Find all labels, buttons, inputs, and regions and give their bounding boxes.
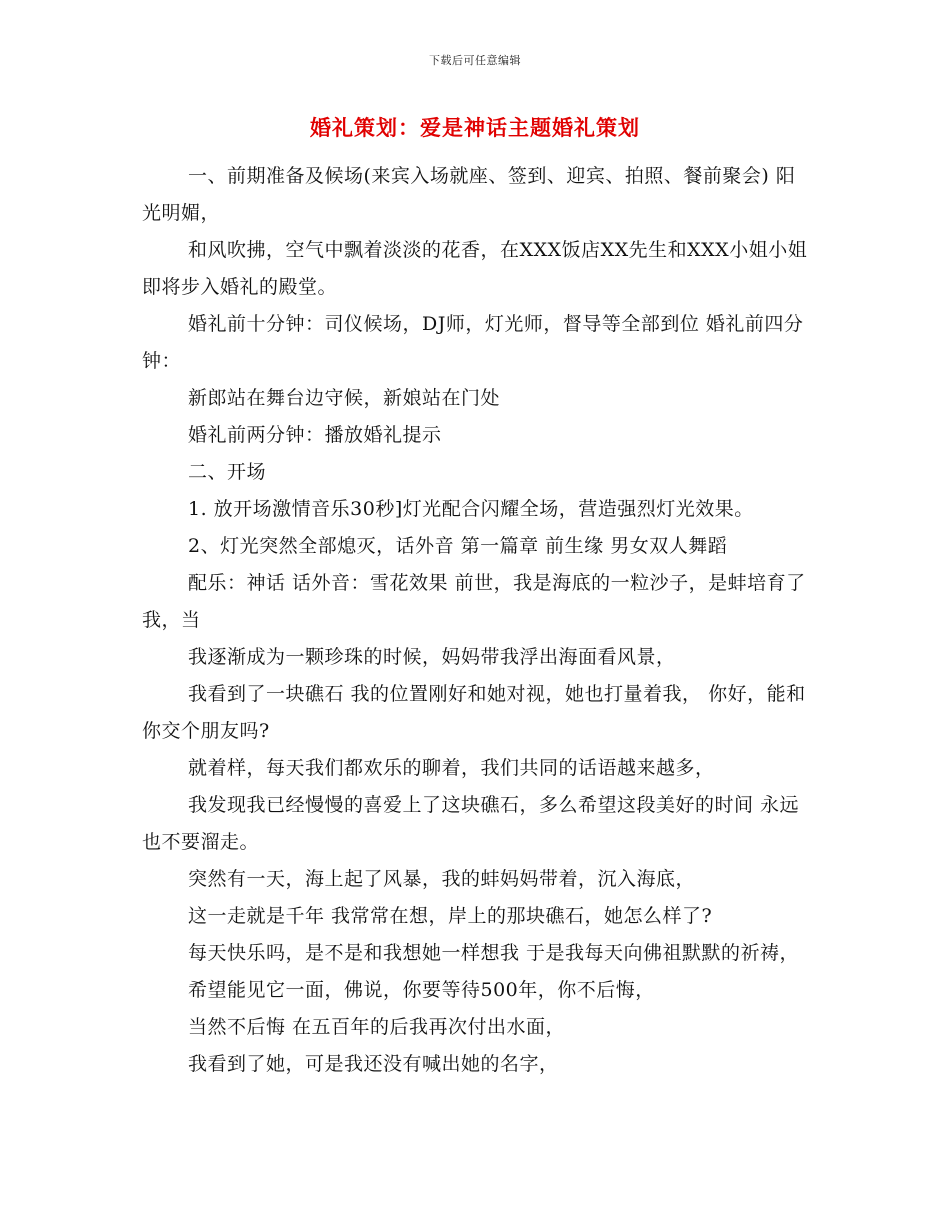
page-title: 婚礼策划：爱是神话主题婚礼策划 — [310, 115, 640, 140]
paragraph: 就着样，每天我们都欢乐的聊着，我们共同的话语越来越多， — [188, 757, 715, 779]
paragraph: 二、开场 — [188, 461, 267, 483]
paragraph: 我逐渐成为一颗珍珠的时候，妈妈带我浮出海面看风景， — [188, 646, 676, 668]
paragraph: 一、前期准备及候场(来宾入场就座、签到、迎宾、拍照、餐前聚会) 阳光明媚， — [142, 165, 796, 224]
paragraph: 配乐：神话 话外音：雪花效果 前世，我是海底的一粒沙子，是蚌培育了我，当 — [142, 572, 806, 631]
header-note: 下载后可任意编辑 — [429, 54, 521, 67]
paragraph: 婚礼前两分钟：播放婚礼提示 — [188, 424, 442, 446]
paragraph: 我发现我已经慢慢的喜爱上了这块礁石，多么希望这段美好的时间 永远也不要溜走。 — [142, 794, 800, 853]
paragraph: 当然不后悔 在五百年的后我再次付出水面， — [188, 1016, 566, 1038]
document-body — [142, 158, 812, 1083]
paragraph: 每天快乐吗，是不是和我想她一样想我 于是我每天向佛祖默默的祈祷， — [188, 942, 800, 964]
paragraph: 婚礼前十分钟：司仪候场，DJ师，灯光师，督导等全部到位 婚礼前四分钟： — [142, 313, 804, 372]
paragraph: 我看到了一块礁石 我的位置刚好和她对视，她也打量着我， 你好，能和你交个朋友吗? — [142, 683, 806, 742]
paragraph: 新郎站在舞台边守候，新娘站在门处 — [188, 387, 501, 409]
paragraph: 突然有一天，海上起了风暴，我的蚌妈妈带着，沉入海底， — [188, 868, 696, 890]
paragraph: 希望能见它一面，佛说，你要等待500年，你不后悔， — [188, 979, 655, 1001]
paragraph: 这一走就是千年 我常常在想，岸上的那块礁石，她怎么样了? — [188, 905, 713, 927]
paragraph: 2、灯光突然全部熄灭，话外音 第一篇章 前生缘 男女双人舞蹈 — [188, 535, 728, 557]
paragraph: 和风吹拂，空气中飘着淡淡的花香，在XXX饭店XX先生和XXX小姐小姐即将步入婚礼的殿堂。 — [142, 239, 808, 298]
paragraph: 1. 放开场激情音乐30秒]灯光配合闪耀全场，营造强烈灯光效果。 — [188, 498, 754, 520]
paragraph: 我看到了她，可是我还没有喊出她的名字， — [188, 1053, 559, 1075]
